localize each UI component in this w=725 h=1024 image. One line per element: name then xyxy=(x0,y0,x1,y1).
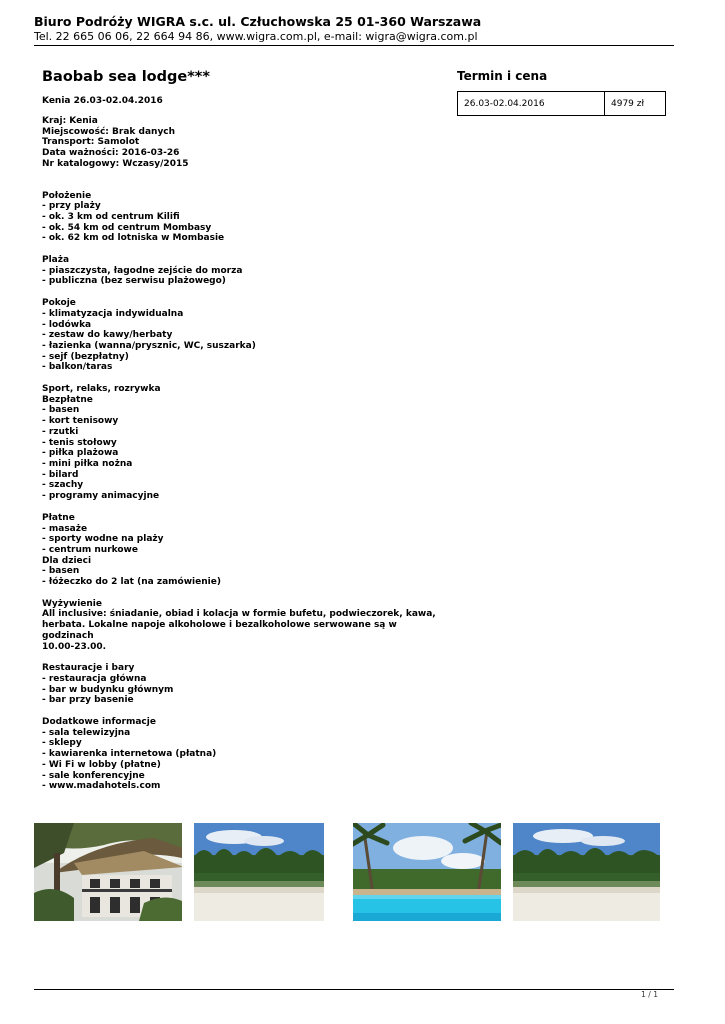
section-line: All inclusive: śniadanie, obiad i kolacja w formie bufetu, podwieczorek, kawa, xyxy=(42,609,436,620)
offer-title: Baobab sea lodge*** xyxy=(42,69,210,85)
section-line: - rzutki xyxy=(42,426,79,437)
section-line: - ok. 3 km od centrum Kilifi xyxy=(42,211,180,222)
info-line: Miejscowość: Brak danych xyxy=(42,126,176,137)
section-line: - sejf (bezpłatny) xyxy=(42,351,129,362)
section-line: - masaże xyxy=(42,523,88,534)
section-line: - programy animacyjne xyxy=(42,491,160,502)
section-line: - sala telewizyjna xyxy=(42,727,131,738)
section-line: - klimatyzacja indywidualna xyxy=(42,308,184,319)
footer-divider xyxy=(34,989,674,990)
section-line: herbata. Lokalne napoje alkoholowe i bezalkoholowe serwowane są w godzinach xyxy=(42,620,400,641)
section-line: - bilard xyxy=(42,469,79,480)
section-heading: Restauracje i bary xyxy=(42,663,135,674)
description-section xyxy=(42,191,442,245)
section-line: - Wi Fi w lobby (płatne) xyxy=(42,759,161,770)
offer-description xyxy=(42,68,442,792)
photo-beach-2 xyxy=(513,823,660,921)
section-line: - kort tenisowy xyxy=(42,416,119,427)
section-line: - basen xyxy=(42,566,80,577)
description-section xyxy=(42,717,442,792)
section-line: - ok. 62 km od lotniska w Mombasie xyxy=(42,233,225,244)
agency-contact: Tel. 22 665 06 06, 22 664 94 86, www.wigra.com.pl, e-mail: wigra@wigra.com.pl xyxy=(34,30,478,43)
section-line: - centrum nurkowe xyxy=(42,544,138,555)
section-line: - przy plaży xyxy=(42,201,101,212)
price-row xyxy=(458,92,666,116)
section-line: - kawiarenka internetowa (płatna) xyxy=(42,749,217,760)
page-header xyxy=(34,14,674,44)
section-line: - basen xyxy=(42,405,80,416)
section-line: 10.00-23.00. xyxy=(42,641,107,652)
section-line: - piłka plażowa xyxy=(42,448,119,459)
section-heading: Płatne xyxy=(42,512,75,523)
price-table xyxy=(457,91,666,116)
section-line: - ok. 54 km od centrum Mombasy xyxy=(42,222,212,233)
section-line: - sklepy xyxy=(42,738,82,749)
price-term: 26.03-02.04.2016 xyxy=(458,92,605,116)
photo-beach xyxy=(194,823,324,921)
pricing-panel xyxy=(457,68,666,116)
section-line: - sporty wodne na plaży xyxy=(42,534,164,545)
info-line: Nr katalogowy: Wczasy/2015 xyxy=(42,158,189,169)
section-line: - mini piłka nożna xyxy=(42,458,133,469)
description-section xyxy=(42,255,442,287)
section-line: - bar w budynku głównym xyxy=(42,684,174,695)
photo-lodge xyxy=(34,823,182,921)
info-line: Data ważności: 2016-03-26 xyxy=(42,148,180,159)
section-heading: Wyżywienie xyxy=(42,598,102,609)
photo-pool xyxy=(353,823,501,921)
section-line: - łazienka (wanna/prysznic, WC, suszarka) xyxy=(42,340,256,351)
header-divider xyxy=(34,45,674,46)
info-line: Transport: Samolot xyxy=(42,137,140,148)
section-line: - www.madahotels.com xyxy=(42,781,161,792)
info-line: Kraj: Kenia xyxy=(42,116,98,126)
offer-dates: Kenia 26.03-02.04.2016 xyxy=(42,96,163,106)
section-line: - łóżeczko do 2 lat (na zamówienie) xyxy=(42,577,221,588)
section-heading: Dodatkowe informacje xyxy=(42,717,156,728)
description-section xyxy=(42,663,442,706)
section-line: - restauracja główna xyxy=(42,673,147,684)
section-line: - tenis stołowy xyxy=(42,437,117,448)
description-section xyxy=(42,599,442,653)
section-line: - zestaw do kawy/herbaty xyxy=(42,330,173,341)
section-line: - balkon/taras xyxy=(42,362,113,373)
photo-gallery xyxy=(0,823,725,921)
section-heading: Plaża xyxy=(42,255,70,266)
section-line: - bar przy basenie xyxy=(42,695,134,706)
section-line: - szachy xyxy=(42,480,84,491)
section-heading: Sport, relaks, rozrywka xyxy=(42,384,161,395)
section-line: Bezpłatne xyxy=(42,394,93,405)
section-line: - publiczna (bez serwisu plażowego) xyxy=(42,276,226,287)
section-line: - lodówka xyxy=(42,319,92,330)
section-line: - piaszczysta, łagodne zejście do morza xyxy=(42,265,243,276)
agency-name: Biuro Podróży WIGRA s.c. ul. Człuchowska 25 01-360 Warszawa xyxy=(34,14,482,29)
price-value: 4979 zł xyxy=(605,92,666,116)
description-section xyxy=(42,298,442,373)
page-number: 1 / 1 xyxy=(641,990,658,999)
section-line: Dla dzieci xyxy=(42,555,92,566)
description-section xyxy=(42,513,442,588)
offer-sections xyxy=(42,191,442,792)
section-heading: Położenie xyxy=(42,190,92,201)
pricing-heading: Termin i cena xyxy=(457,69,548,83)
offer-info xyxy=(42,116,442,170)
section-heading: Pokoje xyxy=(42,298,76,309)
section-line: - sale konferencyjne xyxy=(42,770,145,781)
description-section xyxy=(42,384,442,502)
